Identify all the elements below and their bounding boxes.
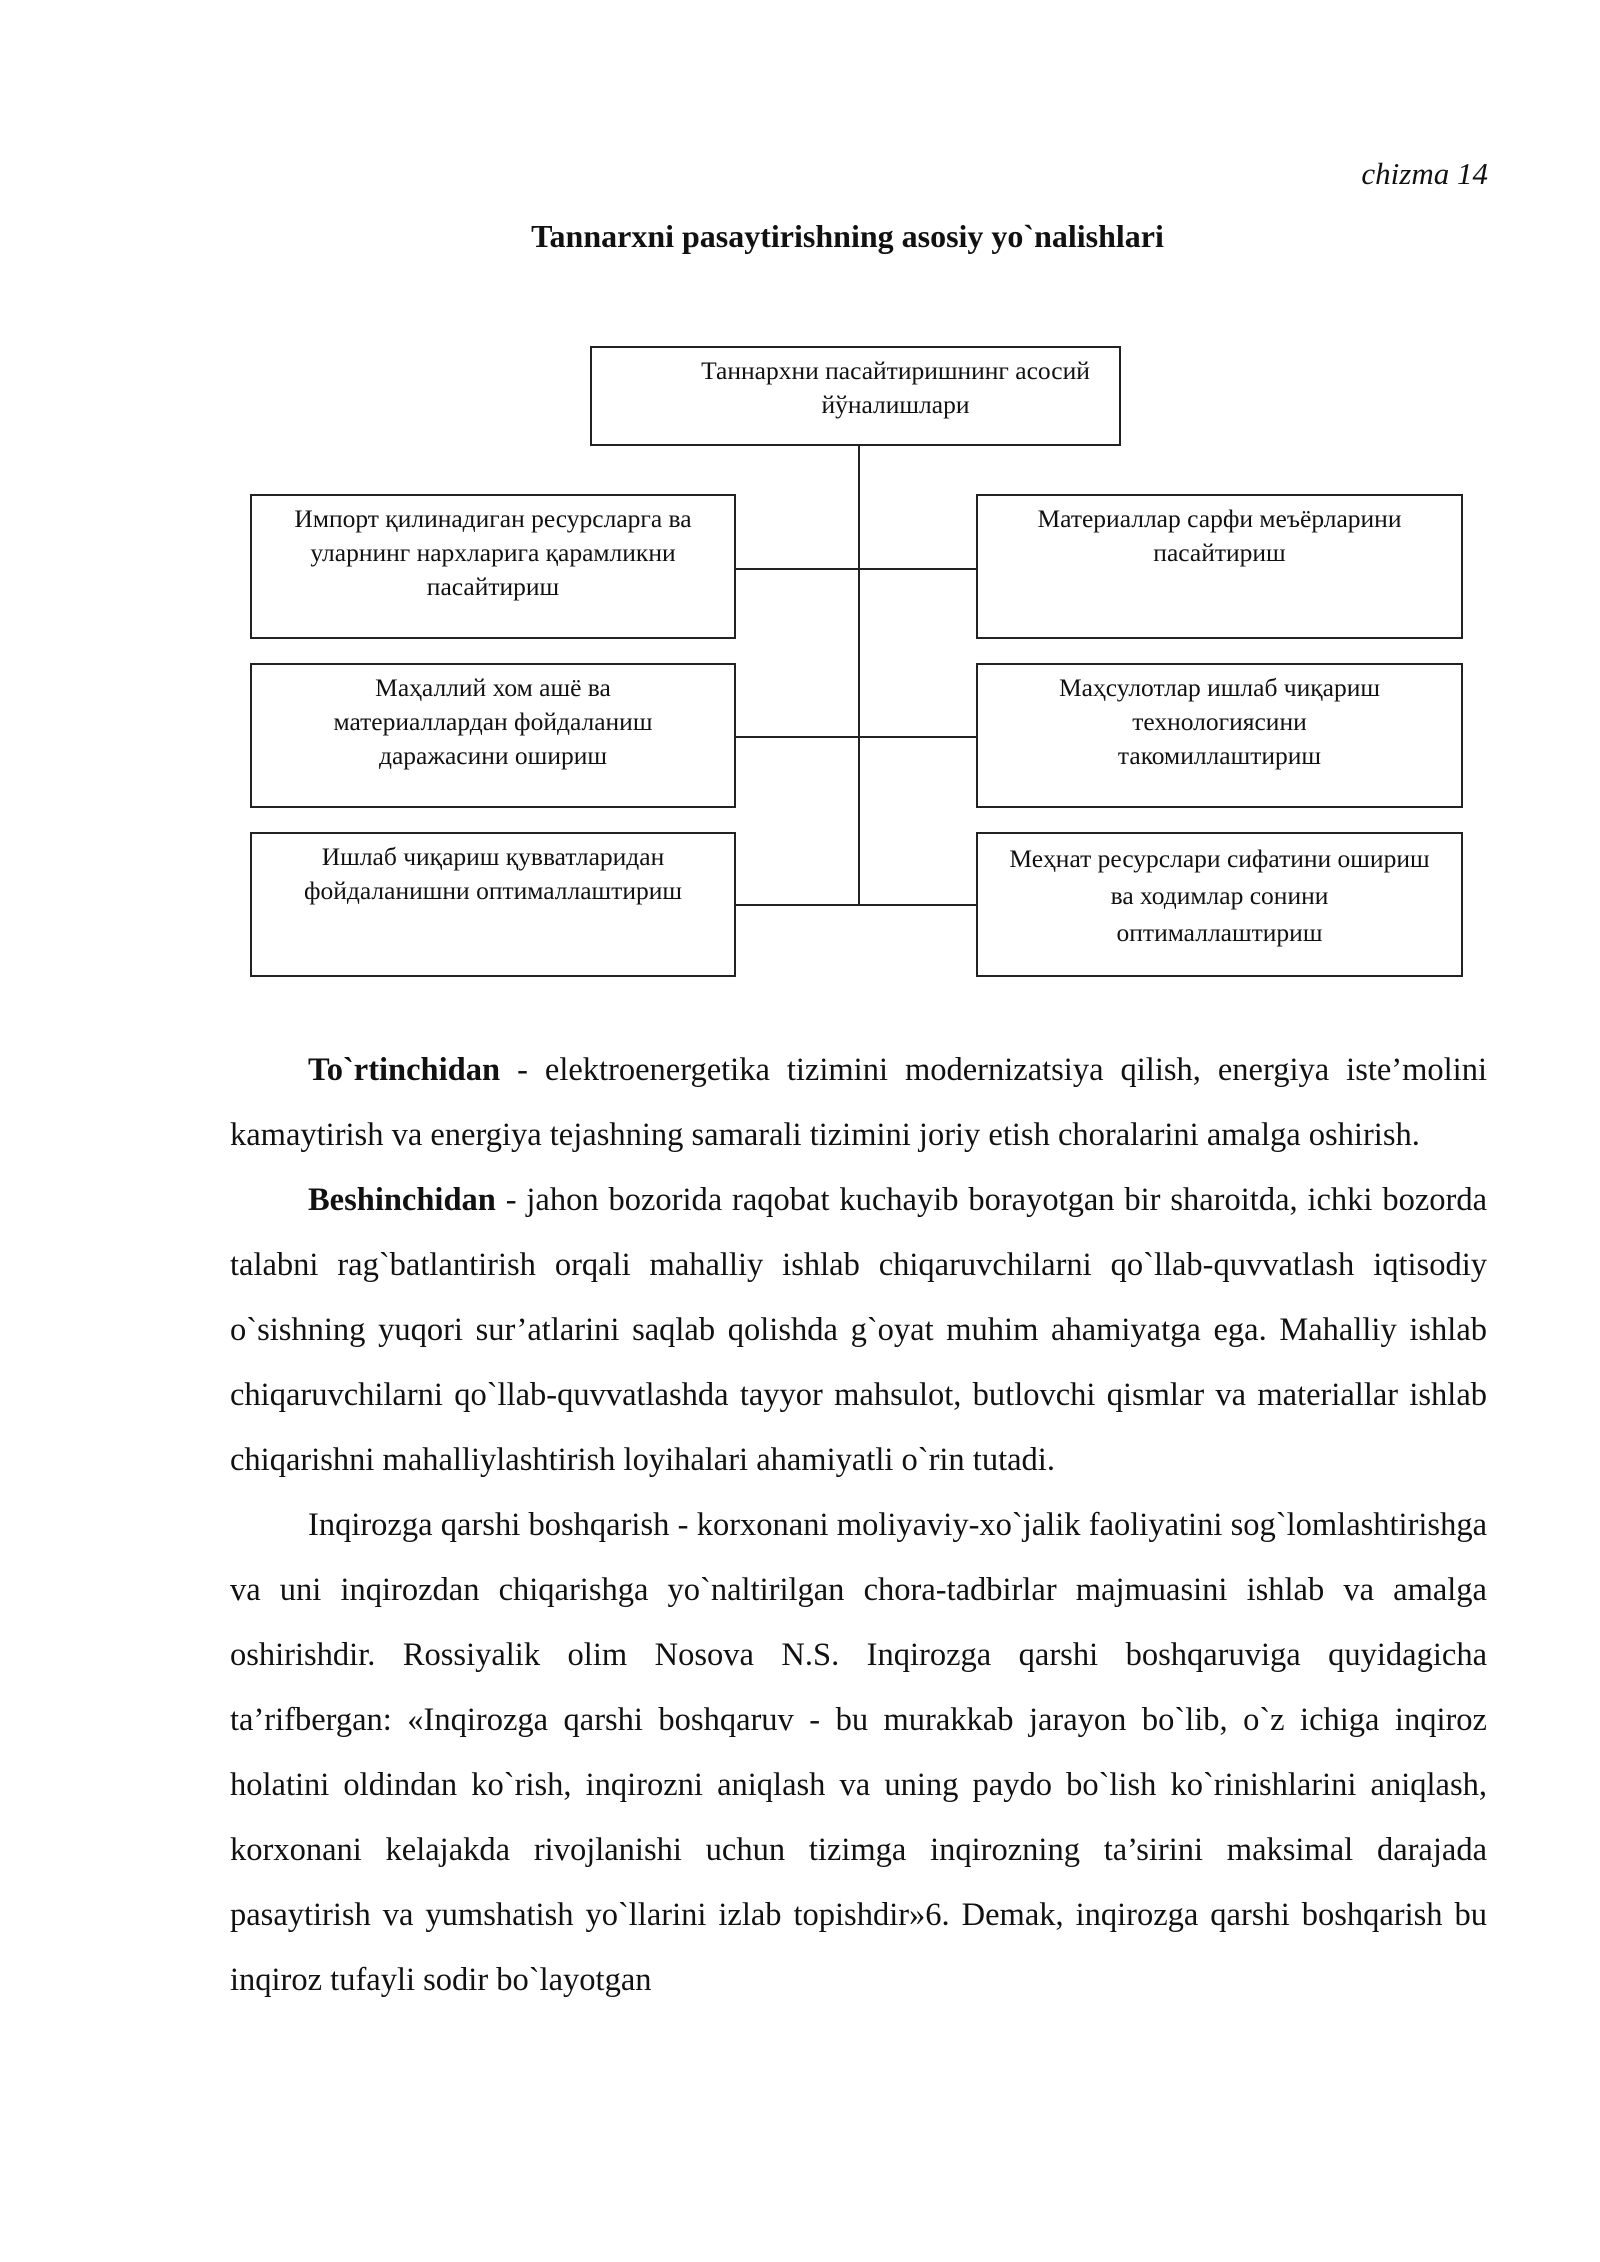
figure-number: chizma 14 <box>1361 156 1488 191</box>
paragraph-1-text: - elektroenergetika tizimini modernizatsiya qilish, energiya iste’molini kamaytirish va energiya tejashning samarali tizimini joriy etish choralarini amalga oshirish. <box>230 1052 1487 1153</box>
paragraph-2-lead: Beshinchidan <box>308 1182 496 1218</box>
diagram-left-box-3: Ишлаб чиқариш қувватларидан фойдаланишни оптималлаштириш <box>250 832 736 977</box>
diagram-right-box-2: Маҳсулотлар ишлаб чиқариш технологиясини такомиллаштириш <box>976 663 1463 808</box>
diagram-right-box-1: Материаллар сарфи меъёрларини пасайтириш <box>976 494 1463 639</box>
diagram-left-box-2: Маҳаллий хом ашё ва материаллардан фойдаланиш даражасини ошириш <box>250 663 736 808</box>
paragraph-2 <box>230 1168 1487 1493</box>
connector-left-1 <box>735 568 859 570</box>
connector-right-3 <box>858 904 978 906</box>
connector-vertical <box>858 446 860 904</box>
paragraph-2-text: - jahon bozorida raqobat kuchayib borayotgan bir sharoitda, ichki bozorda talabni rag`batlantirish orqali mahalliy ishlab chiqaruvchilarni qo`llab-quvvatlash iqtisodiy o`sishning yuqori sur’atlarini saqlab qolishda g`oyat muhim ahamiyatga ega. Mahalliy ishlab chiqaruvchilarni qo`llab-quvvatlashda tayyor mahsulot, butlovchi qismlar va materiallar ishlab chiqarishni mahalliylashtirish loyihalari ahamiyatli o`rin tutadi. <box>230 1182 1487 1478</box>
diagram-right-box-3: Меҳнат ресурслари сифатини ошириш ва ходимлар сонини оптималлаштириш <box>976 832 1463 977</box>
connector-right-1 <box>858 568 978 570</box>
diagram-left-box-1: Импорт қилинадиган ресурсларга ва уларнинг нархларига қарамликни пасайтириш <box>250 494 736 639</box>
figure-title: Tannarxni pasaytirishning asosiy yo`nalishlari <box>531 218 1164 254</box>
paragraph-1 <box>230 1038 1487 1168</box>
paragraph-1-lead: To`rtinchidan <box>308 1052 501 1088</box>
body-text <box>230 1038 1487 2013</box>
paragraph-3: Inqirozga qarshi boshqarish - korxonani moliyaviy-xo`jalik faoliyatini sog`lomlashtirishga va uni inqirozdan chiqarishga yo`naltirilgan chora-tadbirlar majmuasini ishlab va amalga oshirishdir. Rossiyalik olim Nosova N.S. Inqirozga qarshi boshqaruviga quyidagicha ta’rifbergan: «Inqirozga qarshi boshqaruv - bu murakkab jarayon bo`lib, o`z ichiga inqiroz holatini oldindan ko`rish, inqirozni aniqlash va uning paydo bo`lish ko`rinishlarini aniqlash, korxonani kelajakda rivojlanishi uchun tizimga inqirozning ta’sirini maksimal darajada pasaytirish va yumshatish yo`llarini izlab topishdir»6. Demak, inqirozga qarshi boshqarish bu inqiroz tufayli sodir bo`layotgan <box>230 1507 1487 1998</box>
connector-right-2 <box>858 736 978 738</box>
connector-left-2 <box>735 736 859 738</box>
connector-left-3 <box>735 904 859 906</box>
diagram-root-box: Таннархни пасайтиришнинг асосий йўналишлари <box>590 346 1121 446</box>
